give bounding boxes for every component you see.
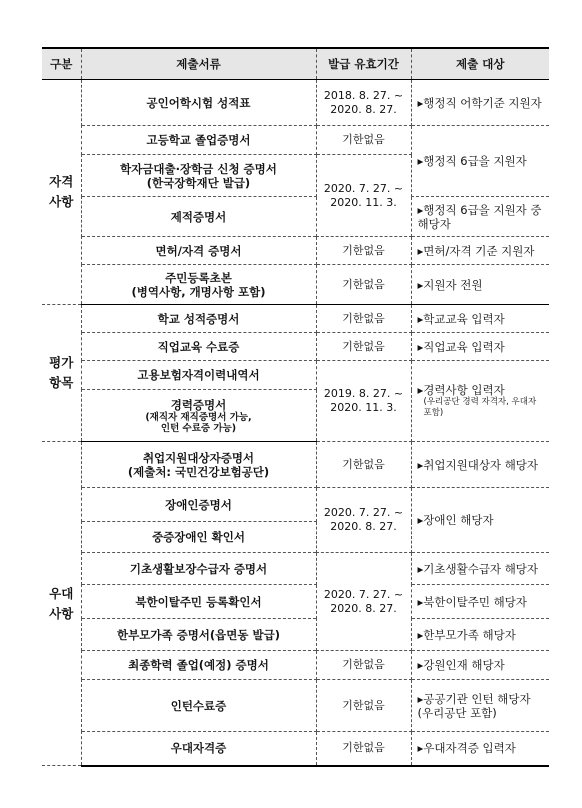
table-row <box>42 80 549 126</box>
document-name: 면허/자격 증명서 <box>81 237 316 265</box>
table-row <box>42 442 549 488</box>
document-name: 기초생활보장수급자 증명서 <box>81 553 316 585</box>
document-name: 학자금대출·장학금 신청 증명서 (한국장학재단 발급) <box>81 155 316 197</box>
document-name: 공인어학시험 성적표 <box>81 80 316 126</box>
submission-target: ▸지원자 전원 <box>411 265 549 305</box>
table-row <box>42 361 549 390</box>
submission-target: ▸행정직 6급을 지원자 중 해당자 <box>411 197 549 237</box>
validity-period: 2020. 7. 27. ~ 2020. 8. 27. <box>316 488 411 553</box>
document-name: 고등학교 졸업증명서 <box>81 126 316 155</box>
validity-period: 2020. 7. 27. ~ 2020. 8. 27. <box>316 553 411 651</box>
validity-period: 기한없음 <box>316 333 411 361</box>
validity-period: 기한없음 <box>316 732 411 766</box>
table-row <box>42 488 549 522</box>
submission-target: ▸북한이탈주민 해당자 <box>411 585 549 619</box>
header-category: 구분 <box>42 48 81 80</box>
submission-target: ▸면허/자격 기준 지원자 <box>411 237 549 265</box>
submission-target: ▸한부모가족 해당자 <box>411 619 549 651</box>
table-row <box>42 732 549 766</box>
submission-target: ▸우대자격증 입력자 <box>411 732 549 766</box>
document-submission-table <box>42 47 549 767</box>
document-name: 우대자격증 <box>81 732 316 766</box>
submission-target: ▸행정직 어학기준 지원자 <box>411 80 549 126</box>
table-row <box>42 553 549 585</box>
document-name: 직업교육 수료증 <box>81 333 316 361</box>
section-label-evaluation: 평가 항목 <box>42 305 81 442</box>
table-row <box>42 265 549 305</box>
table-row <box>42 126 549 155</box>
target-note: (우리공단 경력 자격자, 우대자 포함) <box>423 397 537 418</box>
document-name: 취업지원대상자증명서 (제출처: 국민건강보험공단) <box>81 442 316 488</box>
table-row <box>42 585 549 619</box>
section-label-qualification: 자격 사항 <box>42 80 81 305</box>
submission-target <box>411 361 549 442</box>
submission-target: ▸취업지원대상자 해당자 <box>411 442 549 488</box>
document-name: 고용보험자격이력내역서 <box>81 361 316 390</box>
header-period: 발급 유효기간 <box>316 48 411 80</box>
document-name: 중증장애인 확인서 <box>81 522 316 553</box>
table-row <box>42 333 549 361</box>
header-document: 제출서류 <box>81 48 316 80</box>
submission-target: ▸학교교육 입력자 <box>411 305 549 333</box>
submission-target: ▸공공기관 인턴 해당자 (우리공단 포함) <box>411 680 549 732</box>
document-name: 한부모가족 증명서(읍면동 발급) <box>81 619 316 651</box>
table-row <box>42 197 549 237</box>
validity-period: 2018. 8. 27. ~ 2020. 8. 27. <box>316 80 411 126</box>
submission-target: ▸직업교육 입력자 <box>411 333 549 361</box>
document-name: 제적증명서 <box>81 197 316 237</box>
document-name: 장애인증명서 <box>81 488 316 522</box>
validity-period: 기한없음 <box>316 651 411 680</box>
table-row <box>42 651 549 680</box>
table-row <box>42 305 549 333</box>
validity-period: 기한없음 <box>316 126 411 155</box>
document-name: 학교 성적증명서 <box>81 305 316 333</box>
document-name: 최종학력 졸업(예정) 증명서 <box>81 651 316 680</box>
submission-target: ▸장애인 해당자 <box>411 488 549 553</box>
table-row <box>42 619 549 651</box>
document-name: 북한이탈주민 등록확인서 <box>81 585 316 619</box>
table-row <box>42 237 549 265</box>
document-name: 인턴수료증 <box>81 680 316 732</box>
document-name: 주민등록초본 (병역사항, 개명사항 포함) <box>81 265 316 305</box>
document-note: (재직자 재직증명서 가능, 인턴 수료증 가능) <box>145 411 252 434</box>
target-label: ▸경력사항 입력자 <box>417 383 505 397</box>
validity-period: 기한없음 <box>316 680 411 732</box>
header-target: 제출 대상 <box>411 48 549 80</box>
submission-target: ▸강원인재 해당자 <box>411 651 549 680</box>
validity-period: 2019. 8. 27. ~ 2020. 11. 3. <box>316 361 411 442</box>
table-row <box>42 680 549 732</box>
validity-period: 기한없음 <box>316 305 411 333</box>
submission-target: ▸기초생활수급자 해당자 <box>411 553 549 585</box>
document-name <box>81 390 316 442</box>
table-header-row <box>42 48 549 80</box>
section-label-preference: 우대 사항 <box>42 442 81 766</box>
submission-target: ▸행정직 6급을 지원자 <box>411 126 549 197</box>
validity-period: 기한없음 <box>316 442 411 488</box>
validity-period: 기한없음 <box>316 237 411 265</box>
document-label: 경력증명서 <box>170 397 227 412</box>
validity-period: 기한없음 <box>316 265 411 305</box>
validity-period: 2020. 7. 27. ~ 2020. 11. 3. <box>316 155 411 237</box>
